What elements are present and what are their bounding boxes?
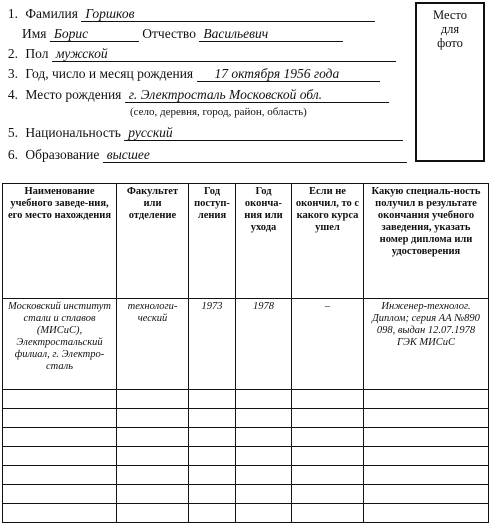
table-row-empty <box>3 447 489 466</box>
birthdate-value: 17 октября 1956 года <box>197 67 380 82</box>
table-row-empty <box>3 428 489 447</box>
header-course-left: Если не окончил, то с какого курса ушел <box>292 184 364 299</box>
photo-label-line: фото <box>437 36 463 50</box>
field-number: 2. <box>7 46 18 61</box>
table-row-empty <box>3 504 489 523</box>
field-name-patronymic <box>22 25 343 43</box>
field-label: Образование <box>25 147 100 162</box>
nationality-value: русский <box>124 126 403 141</box>
table-row-empty <box>3 485 489 504</box>
birthplace-caption: (село, деревня, город, район, область) <box>130 106 307 118</box>
field-label: Отчество <box>142 26 196 41</box>
field-birthdate <box>0 65 380 83</box>
photo-label-line: Место <box>433 8 467 22</box>
field-gender <box>0 45 396 63</box>
field-label: Год, число и месяц рождения <box>25 66 194 81</box>
table-row <box>3 299 489 390</box>
cell-year-leave: 1978 <box>236 299 292 390</box>
photo-label-line: для <box>440 22 460 36</box>
cell-specialty: Инженер-технолог. Диплом; серия АА №890 098, выдан 12.07.1978 ГЭК МИСиС <box>364 299 489 390</box>
field-number: 1. <box>7 6 18 21</box>
field-nationality <box>0 124 403 142</box>
patronymic-value: Васильевич <box>199 27 343 42</box>
table-row-empty <box>3 390 489 409</box>
cell-year-enter: 1973 <box>189 299 236 390</box>
gender-value: мужской <box>52 47 396 62</box>
education-value: высшее <box>103 148 407 163</box>
field-education <box>0 146 407 164</box>
field-number: 6. <box>7 147 18 162</box>
birthplace-value: г. Электросталь Московской обл. <box>125 88 389 103</box>
education-table <box>2 183 489 523</box>
photo-placeholder <box>415 2 485 162</box>
cell-institution: Московский институт стали и сплавов (МИСиС), Электростальский филиал, г. Электро-сталь <box>3 299 117 390</box>
header-year-enter: Год поступ-ления <box>189 184 236 299</box>
field-surname <box>0 5 375 23</box>
field-birthplace <box>0 86 389 104</box>
name-value: Борис <box>50 27 139 42</box>
field-number: 4. <box>7 87 18 102</box>
header-institution: Наименование учебного заведе-ния, его место нахождения <box>3 184 117 299</box>
cell-course-left: – <box>292 299 364 390</box>
table-header-row <box>3 184 489 299</box>
header-faculty: Факультет или отделение <box>117 184 189 299</box>
table-row-empty <box>3 466 489 485</box>
field-number: 3. <box>7 66 18 81</box>
field-label: Национальность <box>25 125 121 140</box>
cell-faculty: технологи-ческий <box>117 299 189 390</box>
surname-value: Горшков <box>81 7 375 22</box>
header-specialty: Какую специаль-ность получил в результате окончания учебного заведения, указать номер диплома или удостоверения <box>364 184 489 299</box>
field-number: 5. <box>7 125 18 140</box>
field-label: Пол <box>25 46 49 61</box>
table-row-empty <box>3 409 489 428</box>
field-label: Фамилия <box>25 6 78 21</box>
field-label: Место рождения <box>25 87 122 102</box>
field-label: Имя <box>22 26 47 41</box>
header-year-leave: Год оконча-ния или ухода <box>236 184 292 299</box>
